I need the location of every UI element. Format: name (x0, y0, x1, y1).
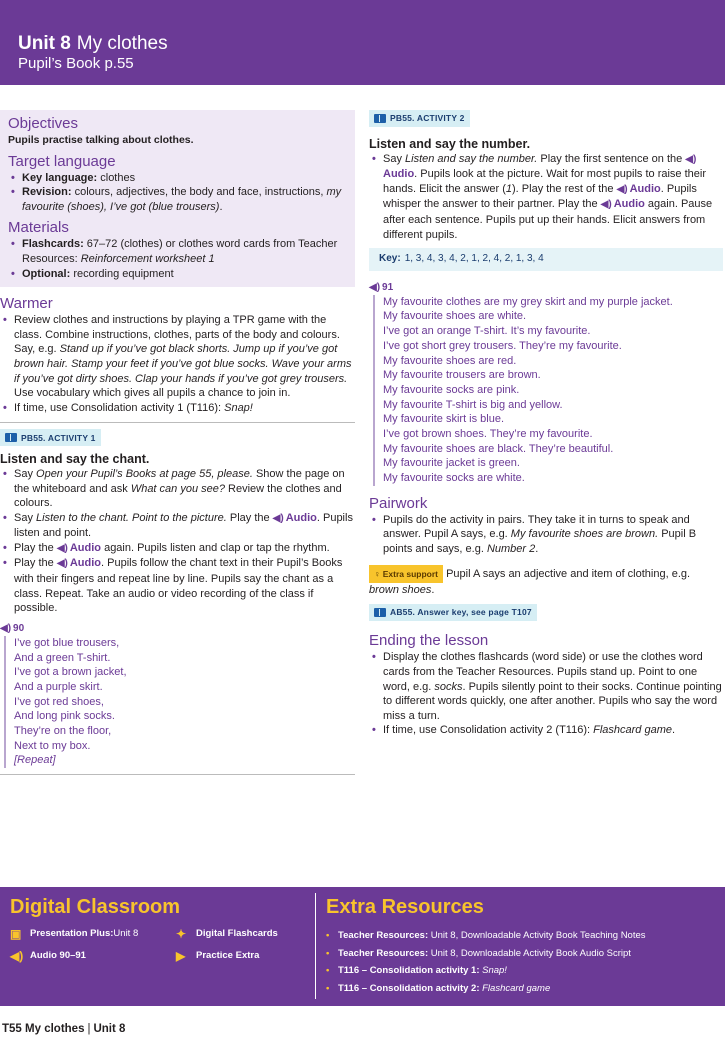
page-footer (2, 1022, 125, 1037)
audio-link: ◀)Audio (383, 153, 697, 181)
audio-link: ◀) Audio (601, 198, 645, 210)
extra-resources-list (326, 927, 716, 997)
chant-repeat: [Repeat] (14, 754, 56, 767)
script-line: My favourite skirt is blue. (383, 413, 505, 426)
chant-line: They’re on the floor, (14, 725, 112, 738)
list-item: • Flashcards: 67–72 (clothes) or clothes word cards from Teacher Resources: Reinforcement worksheet 1 (8, 237, 347, 266)
presentation-icon: ▣ (10, 927, 22, 941)
page-header (0, 0, 725, 85)
speaker-icon: ◀) (685, 153, 697, 165)
book-icon (5, 433, 17, 442)
extra-support: ♀ Extra support Pupil A says an adjective and item of clothing, e.g. brown shoes. (369, 565, 723, 598)
materials-list (8, 237, 347, 281)
audio-link: ◀) Audio (617, 183, 661, 195)
list-item: • Say Open your Pupil’s Books at page 55, please. Show the page on the whiteboard and ask What can you see? Review the clothes and colours. (0, 467, 355, 511)
book-icon (374, 608, 386, 617)
audio-link: ◀) Audio (273, 512, 317, 524)
track-number: ◀) 91 (369, 281, 394, 293)
footer-title: My clothes (25, 1023, 85, 1035)
script-line: My favourite T-shirt is big and yellow. (383, 398, 563, 411)
resources-band (0, 887, 725, 1006)
digital-classroom (10, 895, 310, 963)
activity2-title: Listen and say the number. (369, 136, 531, 151)
speaker-icon: ◀) (600, 199, 612, 211)
chant-line: Next to my box. (14, 739, 91, 752)
audio-resource[interactable]: ◀) Audio 90–91 (10, 949, 86, 963)
page-number: T55 (2, 1023, 22, 1035)
materials-heading: Materials (8, 219, 69, 237)
chant-line: And long pink socks. (14, 710, 115, 723)
activity2-list (369, 152, 723, 243)
objectives-heading: Objectives (8, 115, 79, 132)
list-item: • If time, use Consolidation activity 2 (T116): Flashcard game. (369, 723, 723, 738)
target-language-heading: Target language (8, 152, 116, 170)
list-item: • Say Listen to the chant. Point to the picture. Play the ◀) Audio. Pupils listen and point. (0, 511, 355, 541)
chant-line: I’ve got a brown jacket, (14, 666, 127, 679)
pupils-book-ref: Pupil’s Book p.55 (18, 55, 134, 72)
divider (0, 422, 355, 423)
script-line: My favourite jacket is green. (383, 457, 520, 470)
warmer-list (0, 313, 355, 415)
audio-link: ◀) Audio (57, 542, 101, 554)
list-item: • T116 – Consolidation activity 1: Snap! (326, 962, 716, 980)
chant-line: And a purple skirt. (14, 680, 103, 693)
list-item: • Revision: colours, adjectives, the body and face, instructions, my favourite (shoes), I’ve got (blue trousers). (8, 185, 347, 214)
right-column (369, 110, 723, 738)
answer-key-box: Key: 1, 3, 4, 3, 4, 2, 1, 2, 4, 2, 1, 3, 4 (369, 248, 723, 271)
list-item: • Teacher Resources: Unit 8, Downloadable Activity Book Audio Script (326, 945, 716, 963)
audio-script (373, 295, 723, 486)
activity2-tag: PB55. ACTIVITY 2 (369, 110, 470, 127)
list-item: • Play the ◀) Audio. Pupils follow the chant text in their Pupil’s Books with their fingers and repeat line by line. Pupils say the chant as a class. Repeat. Take an audio or video recording of the class if possible. (0, 556, 355, 615)
target-language-list (8, 171, 347, 215)
presentation-plus[interactable]: ▣ Presentation Plus: Unit 8 (10, 927, 139, 941)
ab-answer-key-tag: AB55. Answer key, see page T107 (369, 604, 537, 621)
chant-line: I’ve got blue trousers, (14, 636, 120, 649)
objectives-box (0, 110, 355, 287)
script-line: My favourite socks are white. (383, 472, 525, 485)
chant-line: And a green T-shirt. (14, 651, 111, 664)
script-line: I’ve got brown shoes. They’re my favourite. (383, 428, 593, 441)
digital-flashcards[interactable]: ✦ Digital Flashcards (176, 927, 278, 941)
ending-list (369, 650, 723, 738)
chant-text (4, 636, 355, 768)
list-item: • T116 – Consolidation activity 2: Flashcard game (326, 980, 716, 998)
script-line: My favourite shoes are black. They’re beautiful. (383, 442, 614, 455)
script-line: My favourite clothes are my grey skirt and my purple jacket. (383, 295, 673, 308)
speaker-icon: ◀) (0, 622, 12, 634)
list-item: • Teacher Resources: Unit 8, Downloadable Activity Book Teaching Notes (326, 927, 716, 945)
script-line: My favourite shoes are white. (383, 310, 527, 323)
script-line: I’ve got an orange T-shirt. It’s my favourite. (383, 325, 591, 338)
ending-heading: Ending the lesson (369, 632, 489, 650)
footer-separator: | (87, 1023, 91, 1035)
list-item: • Say Listen and say the number. Play the first sentence on the ◀)Audio. Pupils look at the picture. Wait for most pupils to raise their hands. Elicit the answer (1). Play the rest of the ◀) Audio. Pupils whisper the answer to their partner. Play the ◀) Audio again. Pause after each sentence. Pupils put up their hands. Elicit answers from different pupils. (369, 152, 723, 243)
list-item: • Review clothes and instructions by playing a TPR game with the class. Combine instructions, clothes, parts of the body and colours. Say, e.g. Stand up if you’ve got black shorts. Jump up if you’ve got brown hair. Stamp your feet if you’ve got blue socks. Wave your arms if you’ve got dirty shoes. Clap your hands if you’ve got grey trousers. Use vocabulary which gives all pupils a chance to join in. (0, 313, 355, 401)
speaker-icon: ◀) (272, 512, 284, 524)
extra-support-tag: ♀ Extra support (369, 565, 443, 584)
chant-line: I’ve got red shoes, (14, 695, 104, 708)
extra-resources-heading: Extra Resources (326, 896, 484, 918)
unit-name: My clothes (76, 33, 168, 54)
unit-title (18, 33, 725, 54)
pairwork-heading: Pairwork (369, 494, 428, 512)
divider (0, 774, 355, 775)
flashcards-icon: ✦ (176, 927, 187, 941)
script-line: My favourite shoes are red. (383, 354, 517, 367)
list-item: • Pupils do the activity in pairs. They take it in turns to speak and answer. Pupil A says, e.g. My favourite shoes are brown. Pupil B points and says, e.g. Number 2. (369, 513, 723, 557)
speaker-icon: ◀) (56, 558, 68, 570)
list-item: • Key language: clothes (8, 171, 347, 186)
script-line: I’ve got short grey trousers. They’re my favourite. (383, 339, 622, 352)
book-icon (374, 114, 386, 123)
activity1-tag: PB55. ACTIVITY 1 (0, 429, 101, 446)
list-item: • Play the ◀) Audio again. Pupils listen and clap or tap the rhythm. (0, 541, 355, 557)
script-line: My favourite trousers are brown. (383, 369, 541, 382)
unit-number: Unit 8 (18, 33, 71, 54)
list-item: • Display the clothes flashcards (word side) or use the clothes word cards from the Teacher Resources. Pupils stand up. Point to one word, e.g. socks. Pupils silently point to their socks. Continue pointing to different words quickly, one after another. Pupils who say the word miss a turn. (369, 650, 723, 723)
warmer-heading: Warmer (0, 295, 53, 313)
speaker-icon: ◀) (616, 183, 628, 195)
lightbulb-icon: ♀ (374, 568, 381, 579)
objectives-text: Pupils practise talking about clothes. (8, 134, 194, 146)
speaker-icon: ◀) (10, 949, 24, 963)
footer-unit: Unit 8 (93, 1023, 126, 1035)
script-line: My favourite socks are pink. (383, 383, 520, 396)
practice-icon: ▶ (176, 949, 186, 963)
left-column (0, 110, 355, 781)
audio-link: ◀) Audio (57, 557, 101, 569)
divider (315, 893, 316, 999)
speaker-icon: ◀) (56, 542, 68, 554)
speaker-icon: ◀) (369, 281, 381, 293)
practice-extra[interactable]: ▶ Practice Extra (176, 949, 260, 963)
track-number: ◀) 90 (0, 622, 25, 634)
activity1-title: Listen and say the chant. (0, 451, 150, 466)
digital-classroom-heading: Digital Classroom (10, 896, 181, 918)
extra-resources (326, 895, 716, 997)
pairwork-list (369, 513, 723, 557)
list-item: • If time, use Consolidation activity 1 (T116): Snap! (0, 401, 355, 416)
list-item: • Optional: recording equipment (8, 267, 347, 282)
activity1-list (0, 467, 355, 616)
